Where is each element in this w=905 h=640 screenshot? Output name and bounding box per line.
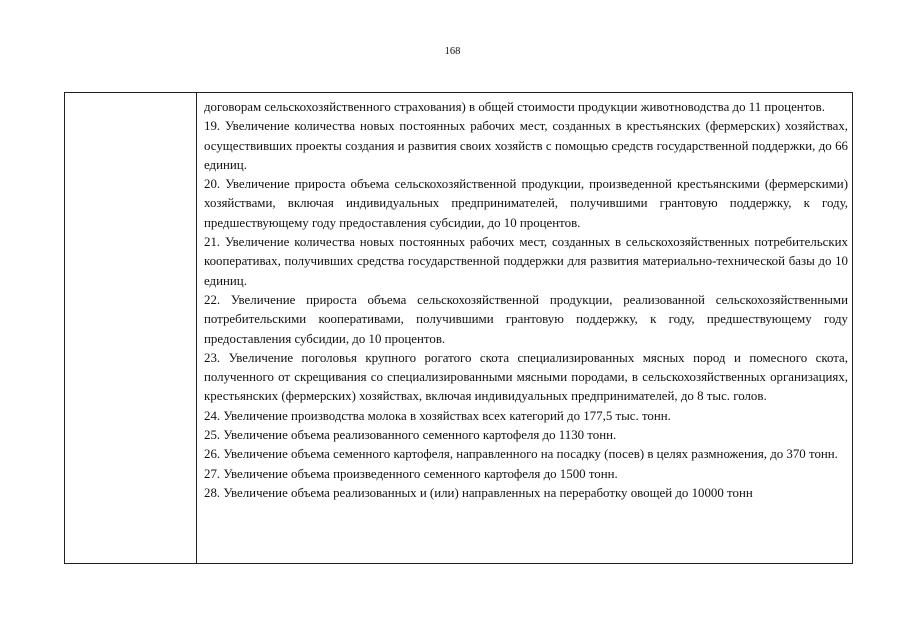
paragraph-item-27: 27. Увеличение объема произведенного семенного картофеля до 1500 тонн. xyxy=(204,466,618,481)
paragraph-item-28: 28. Увеличение объема реализованных и (или) направленных на переработку овощей до 10000 тонн xyxy=(204,485,753,500)
document-table xyxy=(64,92,853,564)
paragraph-item-25: 25. Увеличение объема реализованного семенного картофеля до 1130 тонн. xyxy=(204,428,617,443)
page-number: 168 xyxy=(444,46,461,57)
paragraph-item-21: 21. Увеличение количества новых постоянных рабочих мест, созданных в сельскохозяйственных потребительских кооперативах, получивших средства государственной поддержки для развития материально-технической базы до 10 единиц. xyxy=(204,235,848,288)
paragraph-item-19: 19. Увеличение количества новых постоянных рабочих мест, созданных в крестьянских (фермерских) хозяйствах, осуществивших проекты создания и развития своих хозяйств с помощью средств государственной поддержки, до 66 единиц. xyxy=(204,119,848,172)
table-right-column xyxy=(197,93,852,563)
paragraph-item-23: 23. Увеличение поголовья крупного рогатого скота специализированных мясных пород и помесного скота, полученного от скрещивания со специализированными мясными породами, в сельскохозяйственных организациях, крестьянских (фермерских) хозяйствах, включая индивидуальных предпринимателей, до 8 тыс. голов. xyxy=(204,350,848,404)
paragraph-continuation: договорам сельскохозяйственного страхования) в общей стоимости продукции животноводства до 11 процентов. xyxy=(204,100,825,114)
paragraph-item-26: 26. Увеличение объема семенного картофеля, направленного на посадку (посев) в целях размножения, до 370 тонн. xyxy=(204,447,838,462)
table-left-column xyxy=(65,93,197,563)
paragraph-item-22: 22. Увеличение прироста объема сельскохозяйственной продукции, реализованной сельскохозяйственными потребительскими кооперативами, получившими грантовую поддержку, к году, предшествующему году предоставления субсидии, до 10 процентов. xyxy=(204,292,848,346)
paragraph-item-24: 24. Увеличение производства молока в хозяйствах всех категорий до 177,5 тыс. тонн. xyxy=(204,408,671,423)
paragraph-item-20: 20. Увеличение прироста объема сельскохозяйственной продукции, произведенной крестьянскими (фермерскими) хозяйствами, включая индивидуальных предпринимателей, получившими грантовую поддержку, к году, предшествующему году предоставления субсидии, до 10 процентов. xyxy=(204,177,848,230)
